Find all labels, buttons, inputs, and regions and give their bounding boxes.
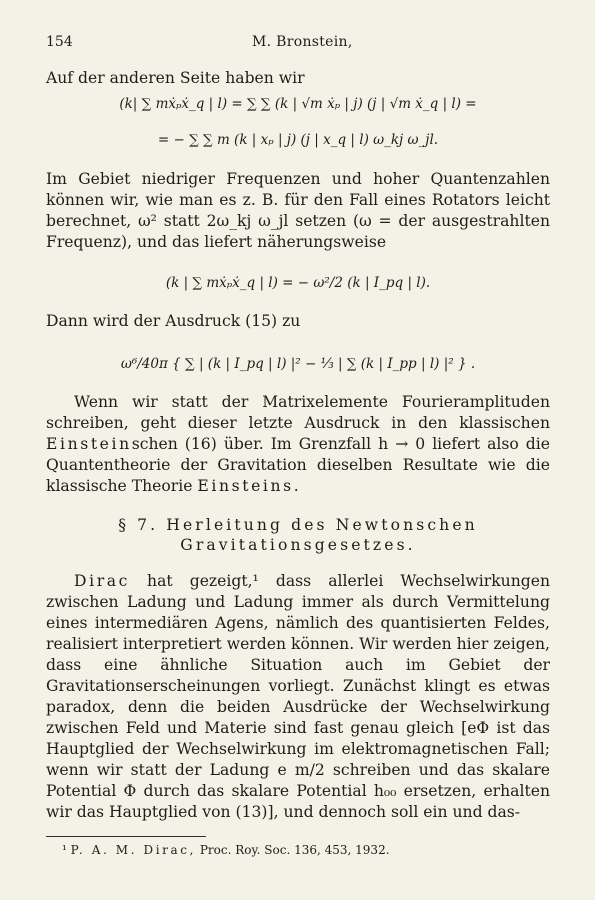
paragraph-classical-limit-b: schen (16) über. Im Grenzfall h → 0 liefert also die Quantentheorie der Gravitation dieselben Resultate wie die klassische Theorie — [46, 435, 550, 495]
equation-2: = − ∑ ∑ m (k | xₚ | j) (j | x_q | l) ω_kj ω_jl. — [157, 132, 439, 148]
author-name-einsteins: Einsteins. — [197, 477, 302, 495]
main-text — [46, 68, 550, 823]
footnote — [62, 842, 390, 858]
footnote-mark: ¹ — [62, 843, 67, 857]
paragraph-expression: Dann wird der Ausdruck (15) zu — [46, 312, 301, 330]
paragraph-dirac — [46, 571, 550, 823]
footnote-text: Proc. Roy. Soc. 136, 453, 1932. — [199, 843, 390, 857]
paragraph-classical-limit-a: Wenn wir statt der Matrixelemente Fourieramplituden schreiben, geht dieser letzte Ausdruck in den klassischen — [46, 393, 550, 432]
paragraph-classical-limit — [46, 392, 550, 497]
equation-4: ω⁶/40π { ∑ | (k | I_pq | l) |² − ⅓ | ∑ (k | I_pp | l) |² } . — [120, 356, 476, 372]
page-number: 154 — [46, 34, 73, 50]
footnote-author: P. A. M. Dirac, — [70, 843, 197, 857]
paragraph-dirac-text: hat gezeigt,¹ dass allerlei Wechselwirkungen zwischen Ladung und Ladung immer als durch Vermittelung eines intermediären Agens, nämlich des quantisierten Feldes, realisiert interpretiert werden können. Wir werden hier zeigen, dass eine ähnliche Situation auch im Gebiet der Gravitationserscheinungen vorliegt. Zunächst klingt es etwas paradox, denn die beiden Ausdrücke der Wechselwirkung zwischen Feld und Materie sind fast genau gleich [eΦ ist das Hauptglied der Wechselwirkung im elektromagnetischen Fall; wenn wir statt der Ladung e m/2 schreiben und das skalare Potential Φ durch das skalare Potential h₀₀ ersetzen, erhalten wir das Hauptglied von (13)], und dennoch soll ein und das- — [46, 572, 550, 821]
paragraph-frequencies: Im Gebiet niedriger Frequenzen und hoher Quantenzahlen können wir, wie man es z. B. für den Fall eines Rotators leicht berechnet, ω² statt 2ω_kj ω_jl setzen (ω = der ausgestrahlten Frequenz), und das liefert näherungsweise — [46, 170, 550, 251]
running-head: M. Bronstein, — [252, 34, 353, 50]
equation-3: (k | ∑ mẋₚẋ_q | l) = − ω²/2 (k | I_pq | l). — [165, 275, 431, 291]
page-header — [46, 34, 546, 54]
equation-1: (k| ∑ mẋₚẋ_q | l) = ∑ ∑ (k | √m ẋₚ | j) (j | √m ẋ_q | l) = — [119, 96, 477, 112]
paragraph-intro: Auf der anderen Seite haben wir — [46, 69, 305, 87]
footnote-divider — [46, 836, 206, 837]
author-name-dirac: Dirac — [74, 572, 130, 590]
author-name-einstein: Einstein — [46, 435, 132, 453]
section-title: § 7. Herleitung des Newtonschen Gravitationsgesetzes. — [118, 516, 478, 554]
